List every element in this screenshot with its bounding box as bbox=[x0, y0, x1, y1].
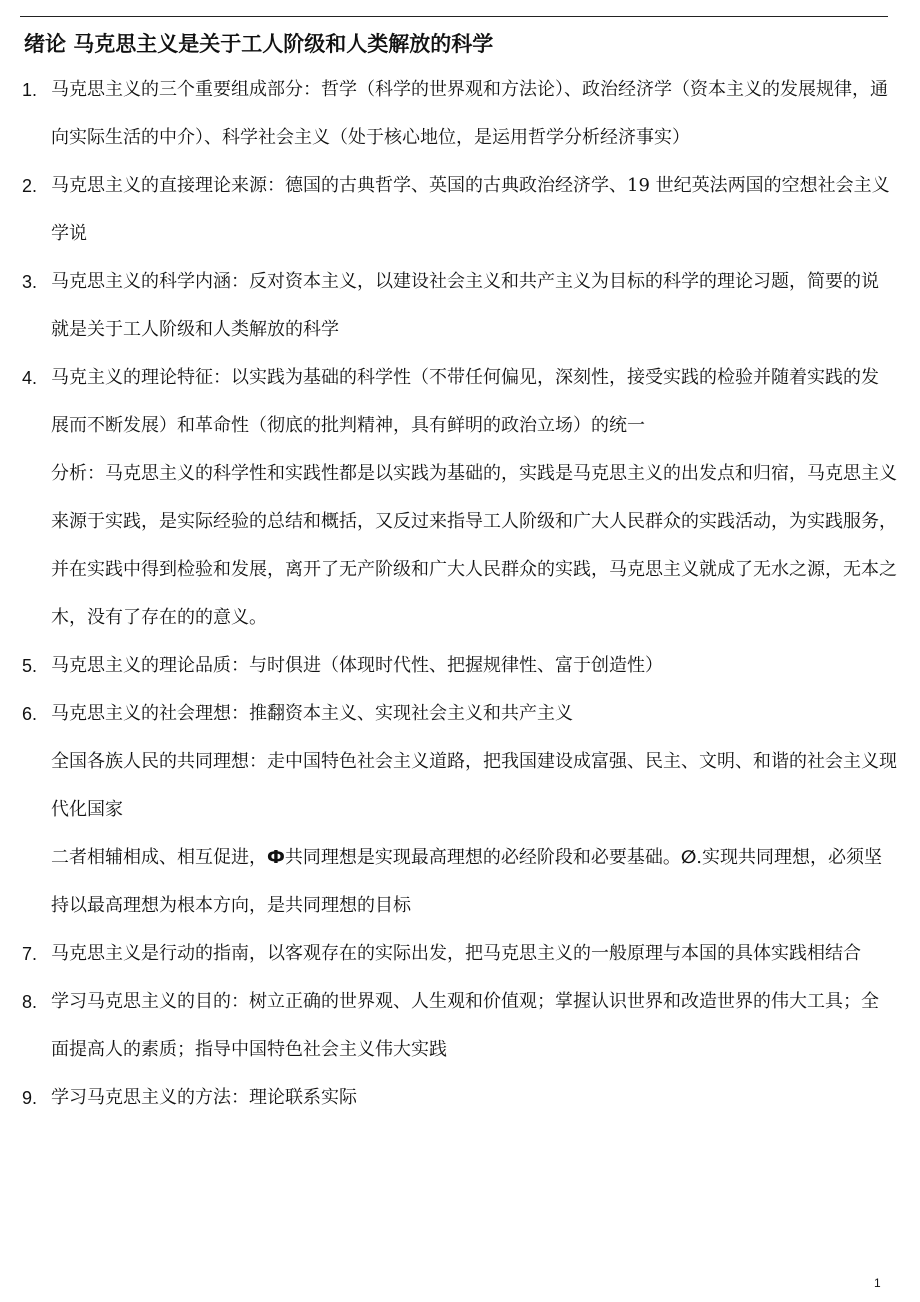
list-item bbox=[0, 690, 920, 738]
item-text: 马克思主义的社会理想：推翻资本主义、实现社会主义和共产主义 bbox=[51, 703, 573, 724]
item-text: 马克主义的理论特征：以实践为基础的科学性（不带任何偏见，深刻性，接受实践的检验并随着实践的发展而不断发展）和革命性（彻底的批判精神，具有鲜明的政治立场）的统一 bbox=[51, 367, 879, 436]
list-item bbox=[0, 66, 920, 162]
list-item bbox=[0, 162, 920, 258]
list-item bbox=[0, 930, 920, 978]
page-title: 绪论 马克思主义是关于工人阶级和人类解放的科学 bbox=[24, 32, 494, 56]
item-number: 6. bbox=[22, 704, 38, 724]
item-number: 3. bbox=[22, 272, 38, 292]
header-rule bbox=[20, 16, 888, 17]
relation-text: .实现共同理想，必须坚持以最高理想为根本方向，是共同理想的目标 bbox=[51, 847, 883, 916]
item-text: 马克思主义的理论品质：与时俱进（体现时代性、把握规律性、富于创造性） bbox=[51, 655, 663, 676]
item-text: 学习马克思主义的目的：树立正确的世界观、人生观和价值观；掌握认识世界和改造世界的伟大工具；全面提高人的素质；指导中国特色社会主义伟大实践 bbox=[51, 991, 879, 1060]
item-number: 7. bbox=[22, 944, 38, 964]
item-text: 马克思主义的三个重要组成部分：哲学（科学的世界观和方法论）、政治经济学（资本主义的发展规律，通向实际生活的中介）、科学社会主义（处于核心地位，是运用哲学分析经济事实） bbox=[51, 79, 888, 148]
relation-text: 二者相辅相成、相互促进， bbox=[51, 847, 267, 868]
document-body bbox=[0, 66, 920, 1122]
item-text: 马克思主义的科学内涵：反对资本主义，以建设社会主义和共产主义为目标的科学的理论习题，简要的说就是关于工人阶级和人类解放的科学 bbox=[51, 271, 879, 340]
item-text: 马克思主义的直接理论来源：德国的古典哲学、英国的古典政治经济学、19 世纪英法两国的空想社会主义学说 bbox=[51, 175, 890, 244]
list-item bbox=[0, 1074, 920, 1122]
item-number: 4. bbox=[22, 368, 38, 388]
page-number: 1 bbox=[874, 1276, 881, 1290]
item-number: 8. bbox=[22, 992, 38, 1012]
list-item bbox=[0, 642, 920, 690]
list-item bbox=[0, 258, 920, 354]
item-number: 9. bbox=[22, 1088, 38, 1108]
item-number: 2. bbox=[22, 176, 38, 196]
item-number: 1. bbox=[22, 80, 38, 100]
common-ideal-paragraph: 全国各族人民的共同理想：走中国特色社会主义道路，把我国建设成富强、民主、文明、和谐的社会主义现代化国家 bbox=[51, 751, 897, 820]
analysis-paragraph: 分析：马克思主义的科学性和实践性都是以实践为基础的，实践是马克思主义的出发点和归宿，马克思主义来源于实践，是实际经验的总结和概括，又反过来指导工人阶级和广大人民群众的实践活动，为实践服务，并在实践中得到检验和发展，离开了无产阶级和广大人民群众的实践，马克思主义就成了无水之源，无本之木，没有了存在的的意义。 bbox=[51, 463, 897, 628]
list-item bbox=[0, 354, 920, 450]
item-text: 马克思主义是行动的指南，以客观存在的实际出发，把马克思主义的一般原理与本国的具体实践相结合 bbox=[51, 943, 861, 964]
item-text: 学习马克思主义的方法：理论联系实际 bbox=[51, 1087, 357, 1108]
item-number: 5. bbox=[22, 656, 38, 676]
circled-one-marker: Ф bbox=[267, 847, 285, 868]
circled-two-marker: ∅ bbox=[680, 847, 697, 868]
ideal-relation-paragraph bbox=[0, 834, 920, 930]
relation-text: 共同理想是实现最高理想的必经阶段和必要基础。 bbox=[284, 847, 681, 868]
list-item bbox=[0, 978, 920, 1074]
